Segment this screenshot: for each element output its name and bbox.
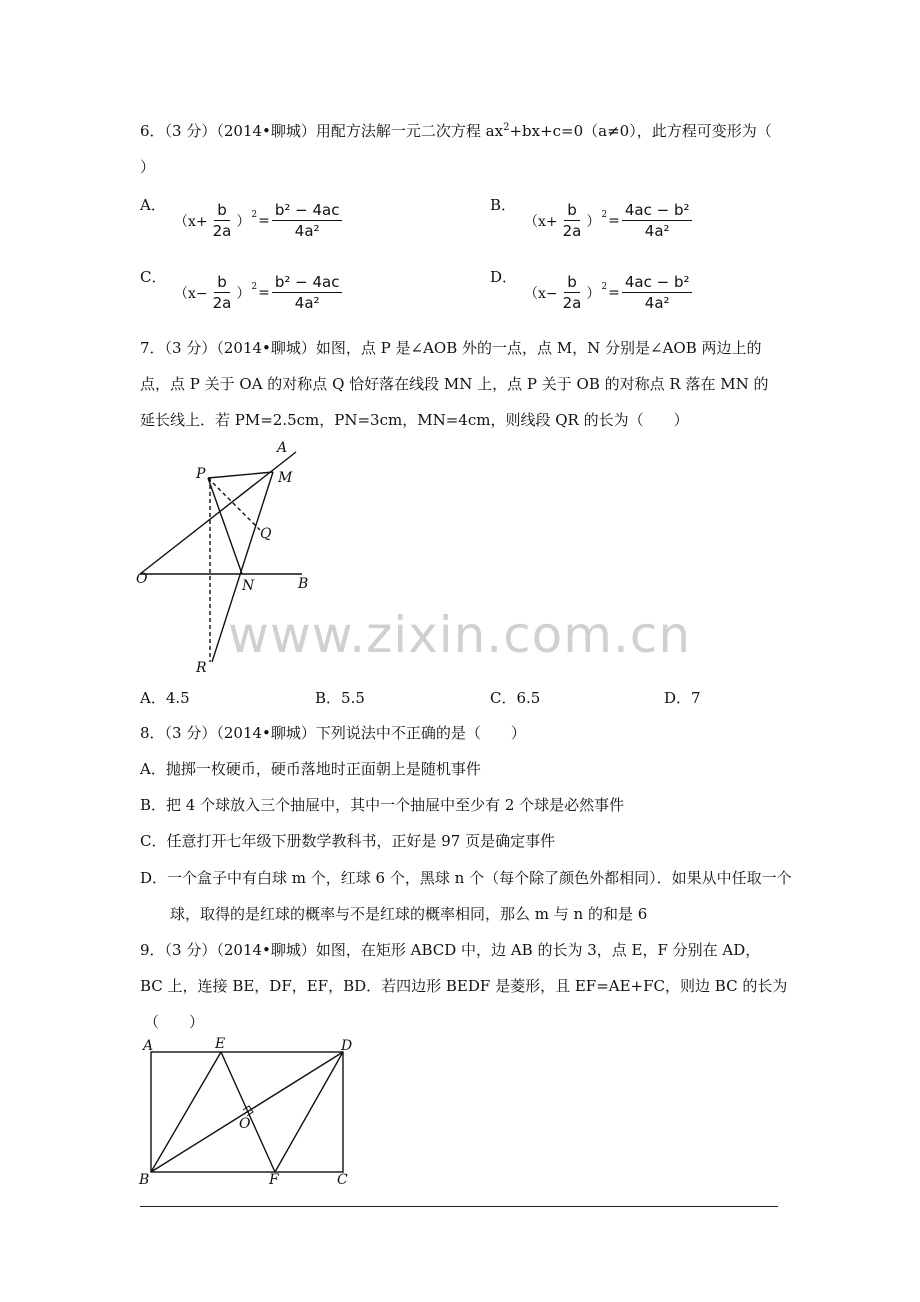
label-d: D	[341, 1038, 353, 1054]
label-e: E	[215, 1036, 226, 1052]
label-a: A	[143, 1038, 154, 1054]
label-b: B	[298, 576, 309, 592]
segment-be	[151, 1052, 221, 1172]
segment-bd	[151, 1052, 343, 1172]
label-q: Q	[260, 526, 272, 542]
label-o: O	[136, 571, 148, 587]
label-p: P	[196, 466, 206, 482]
label-o: O	[239, 1116, 251, 1132]
label-r: R	[196, 660, 207, 676]
q9-geometry-figure	[135, 1034, 365, 1188]
q6-option-a-formula: （x+ $\frac{b}{2a}$ ） 2 = $\frac{\text{b² − 4ac}}{\text{4a²}}$	[174, 200, 344, 241]
watermark: www.zixin.com.cn	[228, 606, 692, 664]
q7-stem-line1: 7．（3 分）（2014•聊城）如图，点 P 是∠AOB 外的一点，点 M，N 分别是∠AOB 两边上的	[140, 339, 762, 357]
q6-stem-line2: ）	[140, 158, 156, 176]
q7-stem-line2: 点，点 P 关于 OA 的对称点 Q 恰好落在线段 MN 上，点 P 关于 OB 的对称点 R 落在 MN 的	[140, 375, 769, 393]
label-b: B	[139, 1172, 150, 1188]
label-n: N	[242, 578, 255, 594]
q9-stem-line2: BC 上，连接 BE，DF，EF，BD．若四边形 BEDF 是菱形，且 EF=AE+FC，则边 BC 的长为	[140, 977, 788, 995]
q8-option-d-line1[interactable]: D．一个盒子中有白球 m 个，红球 6 个，黑球 n 个（每个除了颜色外都相同）．如果从中任取一个	[140, 869, 792, 887]
q6-option-c-formula: （x− $\frac{b}{2a}$ ） 2 = $\frac{\text{b² − 4ac}}{\text{4a²}}$	[174, 272, 344, 313]
q6-option-d-formula: （x− $\frac{b}{2a}$ ） 2 = $\frac{\text{4ac − b²}}{\text{4a²}}$	[524, 272, 694, 313]
q7-option-c[interactable]: C．6.5	[490, 689, 541, 707]
label-c: C	[337, 1172, 348, 1188]
q7-option-d[interactable]: D．7	[664, 689, 701, 707]
segment-fd	[275, 1052, 343, 1172]
page-divider	[140, 1206, 778, 1207]
label-m: M	[278, 470, 293, 486]
q9-stem-line1: 9．（3 分）（2014•聊城）如图，在矩形 ABCD 中，边 AB 的长为 3，点 E，F 分别在 AD，	[140, 941, 761, 959]
q8-option-c[interactable]: C．任意打开七年级下册数学教科书，正好是 97 页是确定事件	[140, 832, 556, 850]
ray-oa	[140, 452, 296, 574]
q8-option-d-line2[interactable]: 球，取得的是红球的概率与不是红球的概率相同，那么 m 与 n 的和是 6	[170, 905, 648, 923]
q7-option-b[interactable]: B．5.5	[315, 689, 365, 707]
q6-option-c-label[interactable]: C．	[140, 268, 167, 286]
q6-option-b-formula: （x+ $\frac{b}{2a}$ ） 2 = $\frac{\text{4ac − b²}}{\text{4a²}}$	[524, 200, 694, 241]
q6-option-d-label[interactable]: D．	[490, 268, 518, 286]
q7-option-a[interactable]: A．4.5	[140, 689, 190, 707]
q9-stem-line3: （ ）	[144, 1013, 205, 1031]
label-a: A	[277, 440, 288, 456]
q8-option-b[interactable]: B．把 4 个球放入三个抽屉中，其中一个抽屉中至少有 2 个球是必然事件	[140, 796, 625, 814]
q8-stem: 8．（3 分）（2014•聊城）下列说法中不正确的是（ ）	[140, 724, 526, 742]
q7-stem-line3: 延长线上．若 PM=2.5cm，PN=3cm，MN=4cm，则线段 QR 的长为（ ）	[140, 411, 689, 429]
q6-option-b-label[interactable]: B．	[490, 196, 517, 214]
label-f: F	[269, 1172, 279, 1188]
q6-stem-line1: 6．（3 分）（2014•聊城）用配方法解一元二次方程 $ax^2+bx+c=0(a\ne 0)$，此方程可变形为（	[140, 122, 772, 140]
segment-pn	[208, 478, 242, 574]
q8-option-a[interactable]: A．抛掷一枚硬币，硬币落地时正面朝上是随机事件	[140, 760, 481, 778]
q6-option-a-label[interactable]: A．	[140, 196, 166, 214]
